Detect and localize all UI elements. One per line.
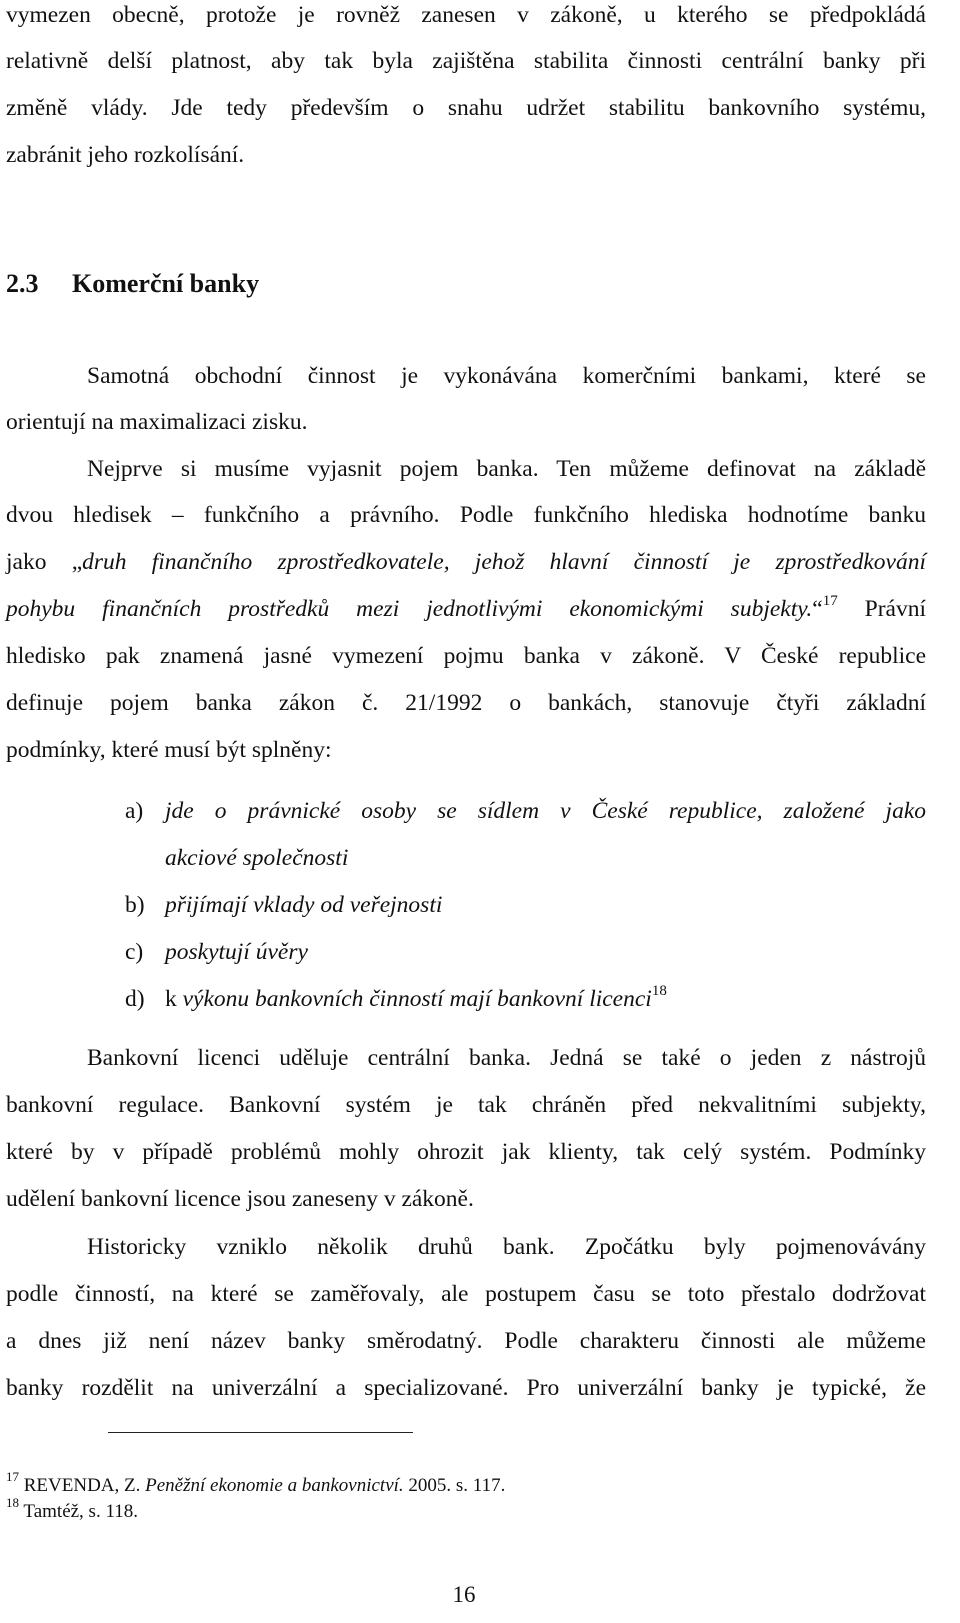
footnote-number: 18 (6, 1494, 19, 1510)
body-text-line: Nejprve si musíme vyjasnit pojem banka. Ten můžeme definovat na základě (87, 456, 926, 482)
footnote-author: REVENDA, Z. (23, 1475, 146, 1496)
list-marker: c) (125, 939, 144, 965)
section-heading (6, 268, 259, 300)
list-item-continuation (165, 843, 960, 873)
definition-quote: druh finančního zprostředkovatele, jehož hlavní činností je zprostředkování (82, 549, 926, 575)
body-text-line: hledisko pak znamená jasné vymezení pojmu banka v zákoně. V České republice (6, 643, 926, 669)
list-item-text: poskytují úvěry (165, 939, 308, 965)
footnote (6, 1468, 506, 1498)
body-text-line: zabránit jeho rozkolísání. (6, 142, 245, 168)
section-number: 2.3 (6, 269, 39, 298)
body-text-line (6, 547, 926, 577)
footnote-ref[interactable]: 17 (822, 593, 838, 610)
list-item-text-plain: k (165, 986, 183, 1012)
body-text-line: udělení bankovní licence jsou zaneseny v zákoně. (6, 1186, 474, 1212)
quote-close: “ (812, 596, 823, 622)
body-text-line: Samotná obchodní činnost je vykonávána komerčními bankami, které se (87, 363, 926, 389)
body-text-line: bankovní regulace. Bankovní systém je tak chráněn před nekvalitními subjekty, (6, 1092, 926, 1118)
footnote-number: 17 (6, 1468, 19, 1484)
body-text-line (6, 594, 926, 624)
body-text-line: Bankovní licenci uděluje centrální banka. Jedná se také o jeden z nástrojů (87, 1045, 926, 1071)
body-text-line: změně vlády. Jde tedy především o snahu udržet stabilitu bankovního systému, (6, 95, 926, 121)
body-text-line: orientují na maximalizaci zisku. (6, 409, 308, 435)
body-text-line: Historicky vzniklo několik druhů bank. Zpočátku byly pojmenovávány (87, 1234, 926, 1260)
list-item (125, 796, 926, 826)
list-marker: a) (125, 798, 144, 824)
page-number: 16 (452, 1582, 476, 1607)
body-text-line: vymezen obecně, protože je rovněž zanesen v zákoně, u kterého se předpokládá (6, 2, 926, 28)
body-text-line: relativně delší platnost, aby tak byla zajištěna stabilita činnosti centrální banky při (6, 48, 926, 74)
list-item-text: akciové společnosti (165, 845, 349, 871)
list-marker: d) (125, 986, 145, 1012)
body-text-line: podmínky, které musí být splněny: (6, 737, 332, 763)
footnote-title: Peněžní ekonomie a bankovnictví. (145, 1475, 404, 1496)
list-item-text: přijímají vklady od veřejnosti (165, 892, 443, 918)
footnote-author: Tamtéž, s. 118. (23, 1501, 138, 1522)
section-title: Komerční banky (72, 269, 260, 298)
body-text-line: definuje pojem banka zákon č. 21/1992 o bankách, stanovuje čtyři základní (6, 690, 926, 716)
footnote-detail: 2005. s. 117. (403, 1475, 506, 1496)
body-text-line: a dnes již není název banky směrodatný. Podle charakteru činnosti ale můžeme (6, 1328, 926, 1354)
quote-open: jako „ (6, 549, 83, 575)
list-marker: b) (125, 892, 145, 918)
body-text-line: podle činností, na které se zaměřovaly, ale postupem času se toto přestalo dodržovat (6, 1281, 926, 1307)
body-text-line: které by v případě problémů mohly ohrozit jak klienty, tak celý systém. Podmínky (6, 1139, 926, 1165)
body-text-line: banky rozdělit na univerzální a specializované. Pro univerzální banky je typické, že (6, 1375, 926, 1401)
body-text-line: dvou hledisek – funkčního a právního. Podle funkčního hlediska hodnotíme banku (6, 502, 926, 528)
body-text: Právní (837, 596, 926, 622)
definition-quote: pohybu finančních prostředků mezi jednotlivými ekonomickými subjekty. (6, 596, 813, 622)
footnote (6, 1494, 138, 1524)
list-item-text: jde o právnické osoby se sídlem v České republice, založené jako (165, 798, 926, 824)
list-item (125, 937, 960, 967)
list-item-text: výkonu bankovních činností mají bankovní licenci (182, 986, 652, 1012)
list-item (125, 984, 960, 1014)
footnote-separator (108, 1432, 413, 1433)
list-item (125, 890, 960, 920)
footnote-ref[interactable]: 18 (651, 983, 667, 1000)
